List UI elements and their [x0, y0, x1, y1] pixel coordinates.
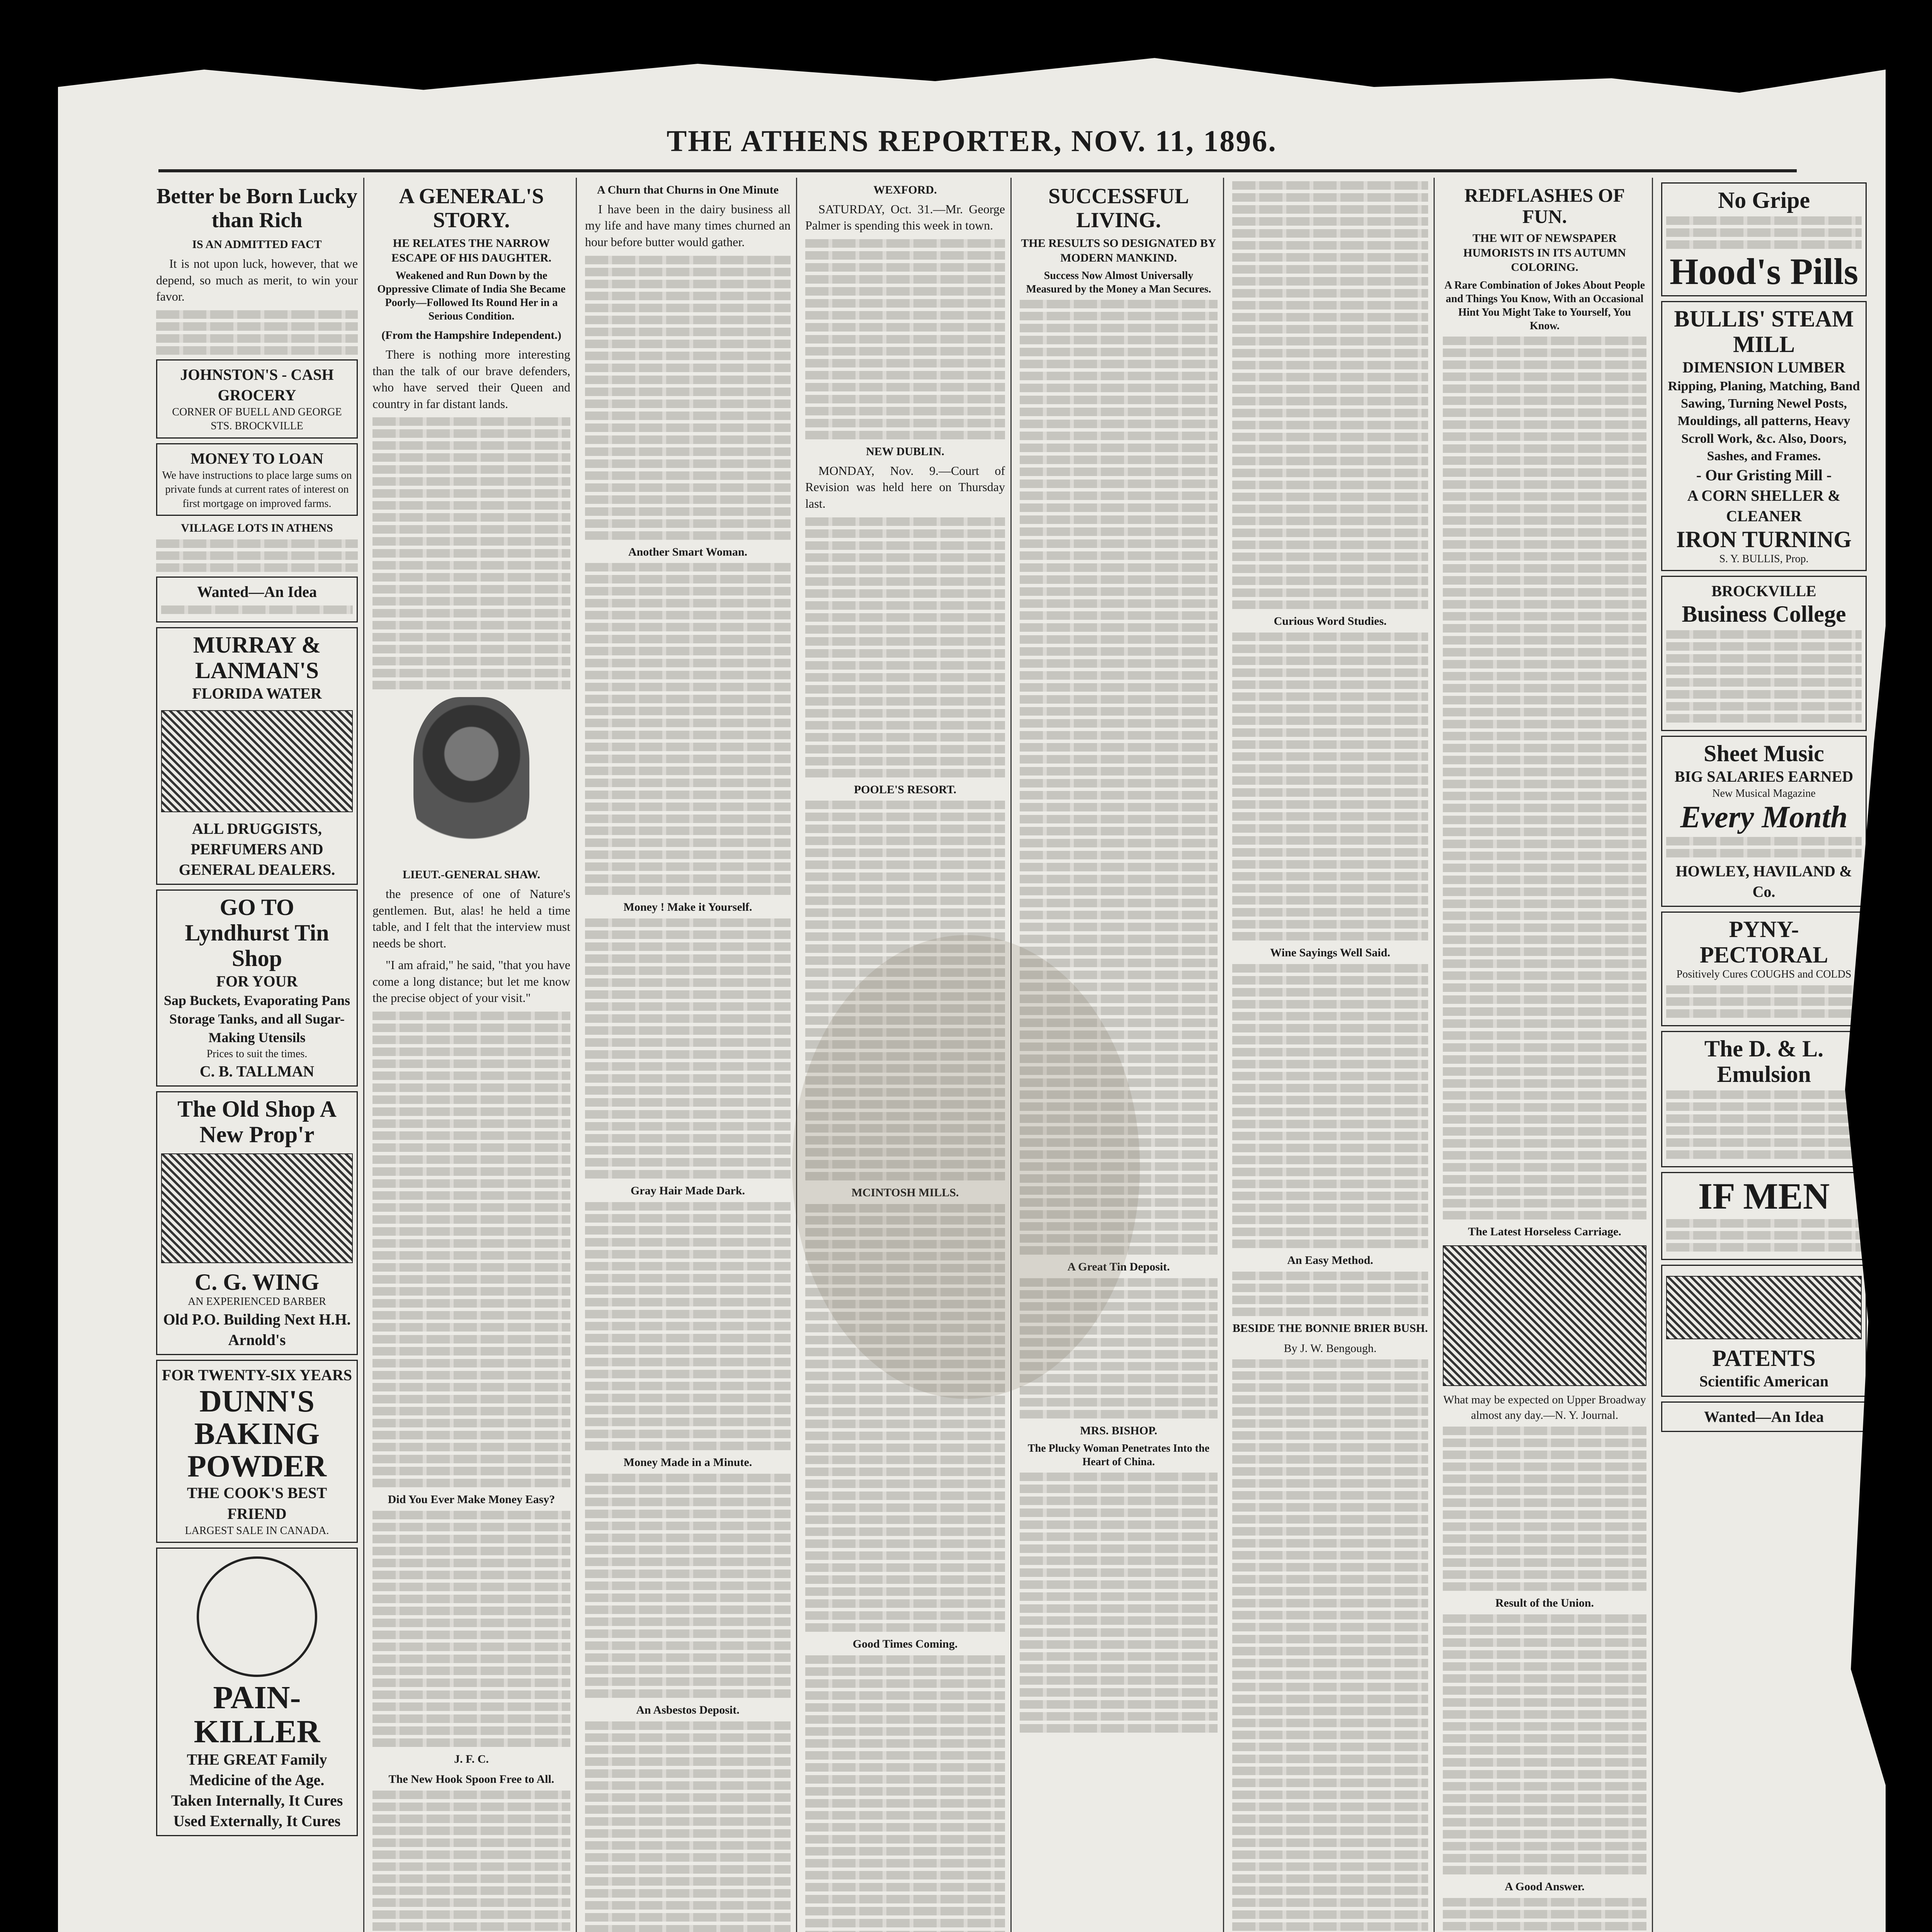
generals-story-p1: There is nothing more interesting than the talk of our brave defenders, who have served their Queen and country in far distant lands. [372, 347, 570, 411]
patents-ad [1661, 1265, 1867, 1396]
newdublin-head: NEW DUBLIN. [866, 445, 944, 458]
plucky-woman-deck: The Plucky Woman Penetrates Into the Heart of China. [1027, 1442, 1210, 1468]
column-8 [1656, 178, 1872, 1932]
painkiller-title: PAIN-KILLER [194, 1680, 320, 1750]
wise-sayings-head: Wine Sayings Well Said. [1270, 946, 1390, 959]
hoods-ad [1661, 182, 1867, 296]
corn-sheller: A CORN SHELLER & CLEANER [1687, 487, 1841, 525]
druggists-line: ALL DRUGGISTS, PERFUMERS AND GENERAL DEALERS. [179, 820, 335, 878]
hoods-pills: Hood's Pills [1669, 251, 1859, 292]
business-college-title: Business College [1682, 601, 1846, 627]
murray-lanman-title: MURRAY & LANMAN'S [193, 632, 321, 684]
successful-living-deck: Success Now Almost Universally Measured by the Money a Man Secures. [1026, 270, 1211, 296]
dl-emulsion-title: The D. & L. Emulsion [1704, 1036, 1824, 1087]
village-lots-title: VILLAGE LOTS IN ATHENS [181, 522, 333, 535]
lyndhurst-title: Lyndhurst Tin Shop [185, 920, 329, 971]
mrs-bishop-head: MRS. BISHOP. [1080, 1424, 1157, 1437]
easy-method-head: An Easy Method. [1287, 1253, 1373, 1267]
every-month: Every Month [1680, 800, 1848, 834]
howley-haviland: HOWLEY, HAVILAND & Co. [1675, 862, 1852, 900]
brockville-label: BROCKVILLE [1711, 582, 1816, 600]
dl-emulsion-ad [1661, 1031, 1867, 1167]
painkiller-external: Used Externally, It Cures [173, 1812, 341, 1830]
painkiller-ad [156, 1548, 358, 1836]
loan-body: We have instructions to place large sums on private funds at current rates of interest on first mortgage on improved farms. [162, 469, 352, 510]
asbestos-head: An Asbestos Deposit. [636, 1704, 740, 1717]
barber-label: AN EXPERIENCED BARBER [188, 1296, 326, 1308]
musical-magazine: New Musical Magazine [1712, 787, 1816, 800]
churn-p1: I have been in the dairy business all my life and have many times churned an hour before butter would gather. [585, 202, 791, 249]
wanted-idea-title-2: Wanted—An Idea [1704, 1408, 1824, 1425]
goodtimes-head: Good Times Coming. [852, 1638, 958, 1651]
lucky-headline: Better be Born Lucky than Rich [156, 184, 358, 232]
foryour-label: FOR YOUR [216, 973, 298, 990]
general-portrait [413, 697, 529, 859]
planing-services: Ripping, Planing, Matching, Band Sawing, Turning Newel Posts, Mouldings, all patterns, Heavy Scroll Work, &c. Also, Doors, Sashes, and Frames. [1668, 379, 1860, 463]
horseless-carriage-illustration [1443, 1245, 1646, 1386]
murray-lanman-ad [156, 627, 358, 885]
wexford-p: SATURDAY, Oct. 31.—Mr. George Palmer is spending this week in town. [805, 202, 1005, 233]
florida-water: FLORIDA WATER [192, 685, 322, 702]
curious-words-head: Curious Word Studies. [1274, 615, 1387, 628]
generals-story-p2: the presence of one of Nature's gentlemen. But, alas! he held a time table, and I felt that the interview must needs be short. [372, 887, 570, 950]
tin-deposit-head: A Great Tin Deposit. [1067, 1260, 1170, 1274]
goto-label: GO TO [219, 895, 294, 920]
successful-living-subhead: THE RESULTS SO DESIGNATED BY MODERN MANKIND. [1021, 237, 1216, 264]
new-hook-head: The New Hook Spoon Free to All. [388, 1772, 554, 1786]
loan-title: MONEY TO LOAN [190, 449, 323, 467]
dunns-title: DUNN'S BAKING POWDER [187, 1384, 327, 1484]
generals-story-p3: "I am afraid," he said, "that you have come a long distance; but let me know the precise object of your visit." [372, 958, 570, 1005]
barber-illustration [161, 1153, 353, 1263]
pyny-title: PYNY-PECTORAL [1699, 917, 1828, 968]
sheet-music-ad [1661, 736, 1867, 907]
business-college-ad [1661, 576, 1867, 731]
column-6 [1227, 178, 1434, 1932]
painkiller-seal [197, 1556, 317, 1677]
money-minute-head: Money Made in a Minute. [623, 1456, 752, 1469]
dunns-largest: LARGEST SALE IN CANADA. [185, 1524, 329, 1537]
iron-turning: IRON TURNING [1676, 526, 1852, 552]
masthead-rule [158, 169, 1797, 172]
horseless-carriage-head: The Latest Horseless Carriage. [1468, 1225, 1621, 1238]
gray-hair-head: Gray Hair Made Dark. [630, 1184, 745, 1197]
dunns-tagline: THE COOK'S BEST FRIEND [187, 1484, 327, 1522]
column-rule [576, 178, 577, 1932]
portrait-caption: LIEUT.-GENERAL SHAW. [403, 868, 540, 881]
johnston-ad [156, 359, 358, 439]
signoff-jfc: J. F. C. [454, 1752, 489, 1765]
column-rule [1652, 178, 1653, 1932]
wing-name: C. G. WING [194, 1269, 320, 1295]
scientific-american: Scientific American [1699, 1372, 1829, 1390]
union-head: Result of the Union. [1495, 1597, 1594, 1610]
make-money-easy-head: Did You Ever Make Money Easy? [388, 1493, 555, 1506]
bullis-title: BULLIS' STEAM MILL [1674, 306, 1854, 357]
twentysix-line: FOR TWENTY-SIX YEARS [162, 1366, 352, 1384]
if-men-title: IF MEN [1698, 1175, 1830, 1217]
big-salaries: BIG SALARIES EARNED [1674, 768, 1854, 786]
column-rule [1434, 178, 1435, 1932]
poole-head: POOLE'S RESORT. [854, 783, 957, 796]
column-rule [796, 178, 797, 1932]
redflashes-deck: A Rare Combination of Jokes About People and Things You Know, With an Occasional Hint You Might Take to Yourself, You Know. [1444, 279, 1645, 332]
painkiller-family: THE GREAT Family Medicine of the Age. [187, 1750, 327, 1789]
bonnie-brier-head: BESIDE THE BONNIE BRIER BUSH. [1232, 1321, 1428, 1335]
dimension-lumber: DIMENSION LUMBER [1682, 358, 1845, 376]
oldshop-title: The Old Shop A New Prop'r [177, 1096, 337, 1148]
bullis-ad [1661, 301, 1867, 571]
column-1 [151, 178, 363, 1932]
painkiller-internal: Taken Internally, It Cures [171, 1791, 343, 1809]
gristing-mill: - Our Gristing Mill - [1696, 466, 1832, 484]
wanted-idea-ad-2 [1661, 1401, 1867, 1432]
column-2 [367, 178, 576, 1932]
lucky-subtitle: IS AN ADMITTED FACT [192, 238, 322, 251]
wing-ad [156, 1091, 358, 1355]
generals-story-headline: A GENERAL'S STORY. [399, 184, 544, 232]
no-gripe: No Gripe [1718, 187, 1810, 213]
if-men-ad [1661, 1172, 1867, 1260]
smart-woman-head: Another Smart Woman. [628, 545, 748, 558]
florida-water-emblem [161, 710, 353, 812]
prices-line: Prices to suit the times. [206, 1048, 308, 1060]
johnston-name: JOHNSTON'S - CASH GROCERY [180, 366, 334, 404]
good-answer-head: A Good Answer. [1505, 1880, 1585, 1893]
sheet-music-title: Sheet Music [1704, 741, 1824, 767]
loan-ad [156, 443, 358, 516]
lucky-intro: It is not upon luck, however, that we depend, so much as merit, to win your favor. [156, 257, 358, 304]
pyny-subtitle: Positively Cures COUGHS and COLDS [1676, 968, 1852, 981]
successful-living-headline: SUCCESSFUL LIVING. [1048, 184, 1189, 232]
johnston-address: CORNER OF BUELL AND GEORGE STS. BROCKVILLE [172, 406, 342, 432]
masthead: THE ATHENS REPORTER, NOV. 11, 1896. [667, 124, 1277, 158]
dunns-ad [156, 1360, 358, 1543]
mcintosh-head: MCINTOSH MILLS. [851, 1186, 959, 1199]
money-yourself-head: Money ! Make it Yourself. [623, 901, 752, 914]
redflashes-headline: REDFLASHES OF FUN. [1464, 184, 1625, 227]
bengough-byline: By J. W. Bengough. [1284, 1342, 1377, 1355]
column-rule [363, 178, 364, 1932]
horseless-carriage-caption: What may be expected on Upper Broadway almost any day.—N. Y. Journal. [1443, 1393, 1646, 1422]
generals-story-deck: Weakened and Run Down by the Oppressive Climate of India She Became Poorly—Followed Its Round Her in a Serious Condition. [377, 270, 566, 323]
paper-stain [792, 935, 1140, 1399]
generals-story-subhead: HE RELATES THE NARROW ESCAPE OF HIS DAUGHTER. [391, 237, 551, 264]
churn-head: A Churn that Churns in One Minute [597, 184, 779, 196]
newspaper-page [58, 46, 1886, 1932]
torn-top-edge [58, 46, 1886, 104]
wanted-idea-title: Wanted—An Idea [197, 583, 317, 601]
redflashes-subhead: THE WIT OF NEWSPAPER HUMORISTS IN ITS AUTUMN COLORING. [1463, 232, 1626, 274]
newdublin-p: MONDAY, Nov. 9.—Court of Revision was held here on Thursday last. [805, 463, 1005, 510]
column-7 [1437, 178, 1652, 1932]
lyndhurst-ad [156, 889, 358, 1087]
generals-story-source: (From the Hampshire Independent.) [381, 329, 561, 342]
bullis-prop: S. Y. BULLIS, Prop. [1719, 553, 1809, 565]
patent-building-illustration [1666, 1276, 1862, 1339]
sap-buckets: Sap Buckets, Evaporating Pans Storage Tanks, and all Sugar-Making Utensils [163, 993, 350, 1045]
wanted-idea-ad [156, 577, 358, 622]
pyny-pectoral-ad [1661, 912, 1867, 1026]
column-3 [580, 178, 796, 1932]
column-rule [1223, 178, 1224, 1932]
wexford-head: WEXFORD. [873, 184, 937, 196]
oldpo-line: Old P.O. Building Next H.H. Arnold's [163, 1310, 351, 1349]
tallman-name: C. B. TALLMAN [199, 1063, 315, 1080]
patents-title: PATENTS [1712, 1345, 1816, 1371]
